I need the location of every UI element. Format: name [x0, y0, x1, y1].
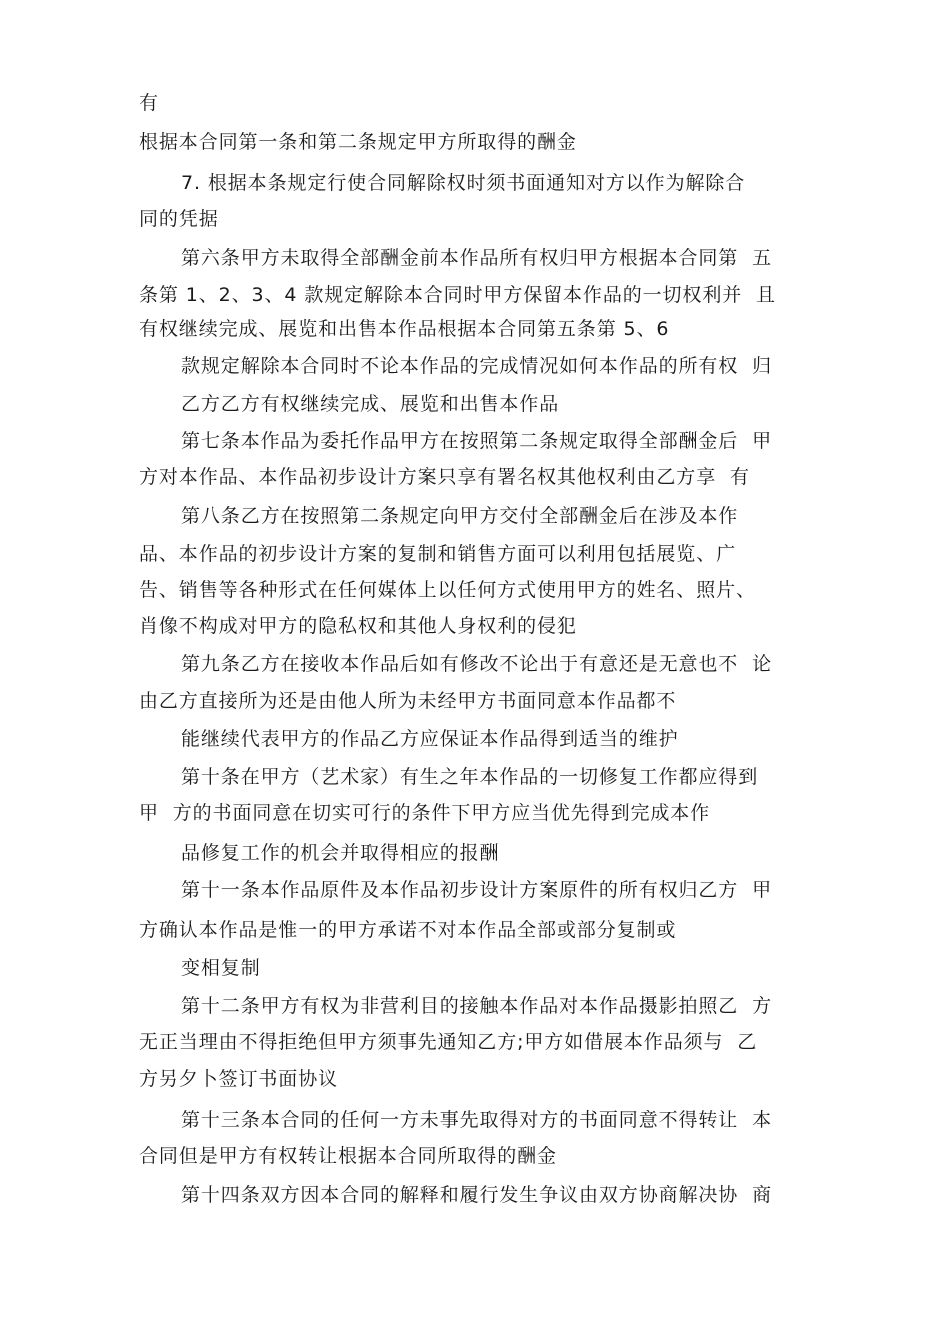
text-line: 第十一条本作品原件及本作品初步设计方案原件的所有权归乙方 甲	[181, 879, 772, 901]
text-line: 7. 根据本条规定行使合同解除权时须书面通知对方以作为解除合	[181, 172, 746, 194]
text-line: 有权继续完成、展览和出售本作品根据本合同第五条第 5、6	[139, 318, 670, 340]
text-line: 款规定解除本合同时不论本作品的完成情况如何本作品的所有权 归	[181, 355, 772, 377]
text-line: 第十条在甲方（艺术家）有生之年本作品的一切修复工作都应得到	[181, 766, 759, 788]
text-line: 由乙方直接所为还是由他人所为未经甲方书面同意本作品都不	[139, 690, 677, 712]
text-line: 第九条乙方在接收本作品后如有修改不论出于有意还是无意也不 论	[181, 653, 772, 675]
text-line: 合同但是甲方有权转让根据本合同所取得的酬金	[139, 1145, 557, 1167]
text-line: 甲 方的书面同意在切实可行的条件下甲方应当优先得到完成本作	[139, 802, 711, 824]
text-line: 第六条甲方未取得全部酬金前本作品所有权归甲方根据本合同第 五	[181, 247, 772, 269]
text-line: 变相复制	[181, 957, 261, 979]
text-line: 乙方乙方有权继续完成、展览和出售本作品	[181, 393, 560, 415]
text-line: 第十三条本合同的任何一方未事先取得对方的书面同意不得转让 本	[181, 1109, 772, 1131]
text-line: 有	[139, 92, 159, 114]
text-line: 同的凭据	[139, 208, 219, 230]
text-line: 第十二条甲方有权为非营利目的接触本作品对本作品摄影拍照乙 方	[181, 995, 772, 1017]
text-line: 能继续代表甲方的作品乙方应保证本作品得到适当的维护	[181, 728, 679, 750]
text-line: 第七条本作品为委托作品甲方在按照第二条规定取得全部酬金后 甲	[181, 430, 772, 452]
text-line: 第十四条双方因本合同的解释和履行发生争议由双方协商解决协 商	[181, 1184, 772, 1206]
text-line: 根据本合同第一条和第二条规定甲方所取得的酬金	[139, 131, 577, 153]
text-line: 无正当理由不得拒绝但甲方须事先通知乙方;甲方如借展本作品须与 乙	[139, 1031, 758, 1053]
text-line: 品修复工作的机会并取得相应的报酬	[181, 842, 500, 864]
text-line: 方对本作品、本作品初步设计方案只享有署名权其他权利由乙方享 有	[139, 466, 750, 488]
text-line: 方确认本作品是惟一的甲方承诺不对本作品全部或部分复制或	[139, 919, 677, 941]
text-line: 条第 1、2、3、4 款规定解除本合同时甲方保留本作品的一切权利并 且	[139, 284, 776, 306]
text-line: 方另夕卜签订书面协议	[139, 1068, 339, 1090]
text-line: 品、本作品的初步设计方案的复制和销售方面可以利用包括展览、广	[139, 543, 737, 565]
text-line: 肖像不构成对甲方的隐私权和其他人身权利的侵犯	[139, 615, 577, 637]
text-line: 告、销售等各种形式在任何媒体上以任何方式使用甲方的姓名、照片、	[139, 579, 756, 601]
text-line: 第八条乙方在按照第二条规定向甲方交付全部酬金后在涉及本作	[181, 505, 739, 527]
